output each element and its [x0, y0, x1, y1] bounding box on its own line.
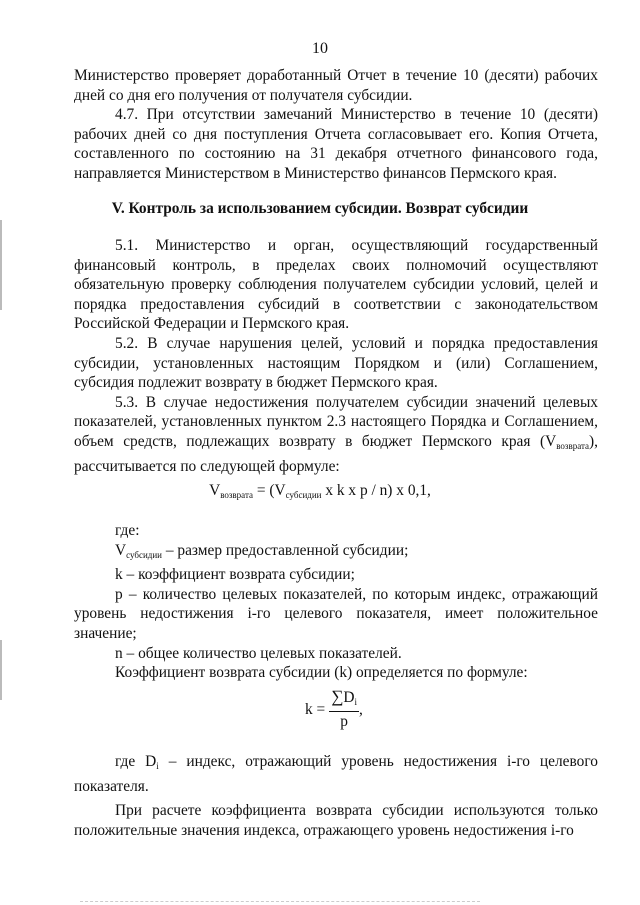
paragraph-4-7: 4.7. При отсутствии замечаний Министерство в течение 10 (десяти) рабочих дней со дня поступления Отчета согласовывает его. Копия Отчета, составленного по состоянию на 31 декабря отчетного финансового года, направляется Министерством в Министерство финансов Пермского края.: [74, 106, 598, 182]
definition-v-subsidy: [74, 541, 598, 566]
di-pre: где D: [115, 753, 157, 770]
where-label: где:: [115, 522, 140, 539]
paragraph-positive-values: При расчете коэффициента возврата субсидии используются только положительные значения индекса, отражающего уровень недостижения i-го: [74, 802, 598, 839]
formula-k-numerator: [329, 688, 359, 712]
formula-return-volume: [0, 482, 640, 500]
di-post: – индекс, отражающий уровень недостижения i-го целевого показателя.: [74, 753, 598, 795]
formula-sub-subsidy: субсидии: [285, 490, 322, 500]
di-sub: i: [156, 761, 159, 771]
def-v-sub: субсидии: [126, 549, 162, 560]
page-number: 10: [312, 40, 328, 57]
paragraph-5-3: [74, 393, 598, 476]
section-v-body: [74, 236, 598, 476]
paragraph-5-1: 5.1. Министерство и орган, осуществляющий государственный финансовый контроль, в пределах своих полномочий осуществляют обязательную проверку соблюдения получателем субсидии условий, целей и порядка предоставления субсидий в соответствии с законодательством Российской Федерации и Пермского края.: [74, 237, 598, 333]
formula-v: V: [209, 482, 221, 499]
definition-p: p – количество целевых показателей, по которым индекс, отражающий уровень недостижения i-го целевого показателя, имеет положительное значение;: [74, 585, 598, 642]
paragraph-5-2: 5.2. В случае нарушения целей, условий и порядка предоставления субсидии, установленных настоящим Порядком и (или) Соглашением, субсидия подлежит возврату в бюджет Пермского края.: [74, 334, 598, 392]
paragraph-5-3-tail: ), рассчитывается по следующей формуле:: [74, 432, 598, 475]
scan-bottom-edge: [80, 901, 480, 903]
formula-k-tail: ,: [359, 701, 363, 718]
definitions-block: [74, 521, 598, 683]
formula-k-d-sub: i: [354, 697, 357, 707]
formula-sub-return: возврата: [220, 490, 253, 500]
scan-edge-mark: [0, 220, 2, 310]
scan-edge-mark: [0, 640, 2, 700]
sum-symbol: ∑: [331, 687, 344, 706]
k-intro: Коэффициент возврата субсидии (k) определяется по формуле:: [115, 664, 528, 682]
def-v-symbol: V: [115, 541, 127, 559]
definition-n: n – общее количество целевых показателей.: [115, 644, 402, 662]
section-heading: V. Контроль за использованием субсидии. Возврат субсидии: [111, 200, 529, 217]
paragraph-report-review: Министерство проверяет доработанный Отчет в течение 10 (десяти) рабочих дней со дня его получения от получателя субсидии.: [74, 67, 598, 104]
formula-k-lhs: k =: [305, 701, 326, 718]
paragraph-5-3-subscript: возврата: [556, 440, 590, 451]
formula-k-denominator: p: [340, 713, 348, 730]
formula-k-d: D: [343, 689, 355, 706]
top-section: [74, 66, 598, 184]
definition-k: k – коэффициент возврата субсидии;: [115, 566, 355, 584]
definition-di: [74, 752, 598, 796]
def-v-text: – размер предоставленной субсидии;: [161, 541, 409, 559]
formula-rest: x k x p / n) x 0,1,: [321, 482, 431, 499]
formula-k: [305, 688, 363, 732]
closing-block: [74, 752, 598, 840]
paragraph-5-3-text: 5.3. В случае недостижения получателем субсидии значений целевых показателей, установленных пунктом 2.3 настоящего Порядка и Соглашением, объем средств, подлежащих возврату в бюджет Пермского края (V: [74, 393, 598, 450]
formula-eq: = (V: [252, 482, 286, 499]
formula-k-fraction: [329, 688, 359, 732]
